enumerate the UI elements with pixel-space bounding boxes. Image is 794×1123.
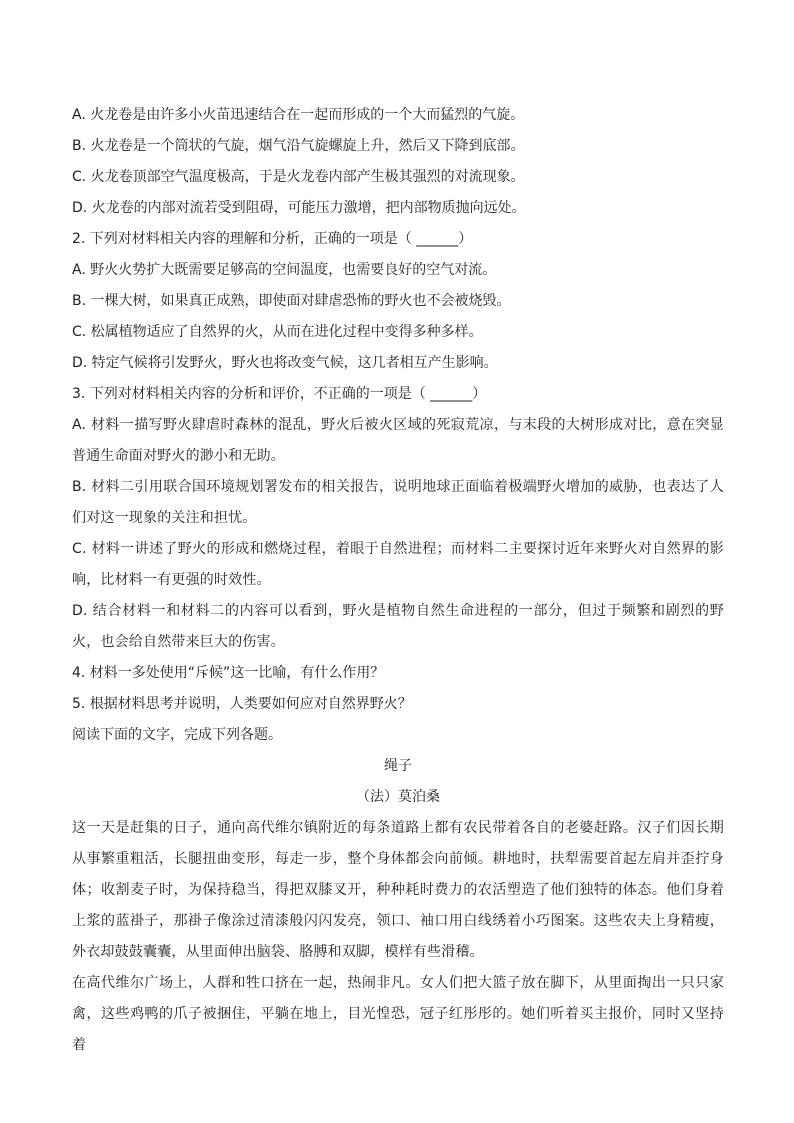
q5-question: 5. 根据材料思考并说明，人类要如何应对自然界野火？: [72, 696, 412, 712]
q3-stem: 3. 下列对材料相关内容的分析和评价，不正确的一项是（ ______）: [72, 386, 487, 402]
q4-question: 4. 材料一多处使用“斥候”这一比喻，有什么作用？: [72, 665, 385, 681]
reading-instruction: 阅读下面的文字，完成下列各题。: [72, 727, 282, 743]
q3-option-b: B. 材料二引用联合国环境规划署发布的相关报告，说明地球正面临着极端野火增加的威胁，也表达了人们对这一现象的关注和担忧。: [72, 479, 724, 526]
q1-option-c: C. 火龙卷顶部空气温度极高，于是火龙卷内部产生极其强烈的对流现象。: [72, 169, 525, 185]
q1-option-a: A. 火龙卷是由许多小火苗迅速结合在一起而形成的一个大而猛烈的气旋。: [72, 107, 525, 123]
q3-option-a: A. 材料一描写野火肆虐时森林的混乱，野火后被火区域的死寂荒凉，与末段的大树形成对比，意在突显普通生命面对野火的渺小和无助。: [72, 417, 724, 464]
story-title: 绳子: [384, 758, 412, 774]
q2-option-d: D. 特定气候将引发野火，野火也将改变气候，这几者相互产生影响。: [72, 355, 498, 371]
q3-option-c: C. 材料一讲述了野火的形成和燃烧过程，着眼于自然进程；而材料二主要探讨近年来野火对自然界的影响，比材料一有更强的时效性。: [72, 541, 724, 588]
q2-option-c: C. 松属植物适应了自然界的火，从而在进化过程中变得多种多样。: [72, 324, 483, 340]
q1-option-d: D. 火龙卷的内部对流若受到阻碍，可能压力激增，把内部物质抛向远处。: [72, 200, 526, 216]
story-paragraph: 在高代维尔广场上，人群和牲口挤在一起，热闹非凡。女人们把大篮子放在脚下，从里面掏出一只只家禽，这些鸡鸭的爪子被捆住，平躺在地上，目光惶恐，冠子红彤彤的。她们听着买主报价，同时又坚持着: [72, 975, 724, 1053]
q2-option-a: A. 野火火势扩大既需要足够高的空间温度，也需要良好的空气对流。: [72, 262, 497, 278]
q1-option-b: B. 火龙卷是一个筒状的气旋，烟气沿气旋螺旋上升，然后又下降到底部。: [72, 138, 525, 154]
story-author: （法）莫泊桑: [356, 789, 440, 805]
story-paragraph: 这一天是赶集的日子，通向高代维尔镇附近的每条道路上都有农民带着各自的老婆赶路。汉子们因长期从事繁重粗活，长腿扭曲变形，每走一步，整个身体都会向前倾。耕地时，扶犁需要首起左肩并歪拧身体；收割麦子时，为保持稳当，得把双膝叉开，种种耗时费力的农活塑造了他们独特的体态。他们身着上浆的蓝褂子，那褂子像涂过清漆般闪闪发亮，领口、袖口用白线绣着小巧图案。这些农夫上身精瘦，外衣却鼓鼓囊囊，从里面伸出脑袋、胳膊和双脚，模样有些滑稽。: [72, 820, 724, 960]
document-page: [72, 100, 724, 1061]
q2-option-b: B. 一棵大树，如果真正成熟，即使面对肆虐恐怖的野火也不会被烧毁。: [72, 293, 511, 309]
q3-option-d: D. 结合材料一和材料二的内容可以看到，野火是植物自然生命进程的一部分，但过于频繁和剧烈的野火，也会给自然带来巨大的伤害。: [72, 603, 724, 650]
q2-stem: 2. 下列对材料相关内容的理解和分析，正确的一项是（ ______）: [72, 231, 473, 247]
